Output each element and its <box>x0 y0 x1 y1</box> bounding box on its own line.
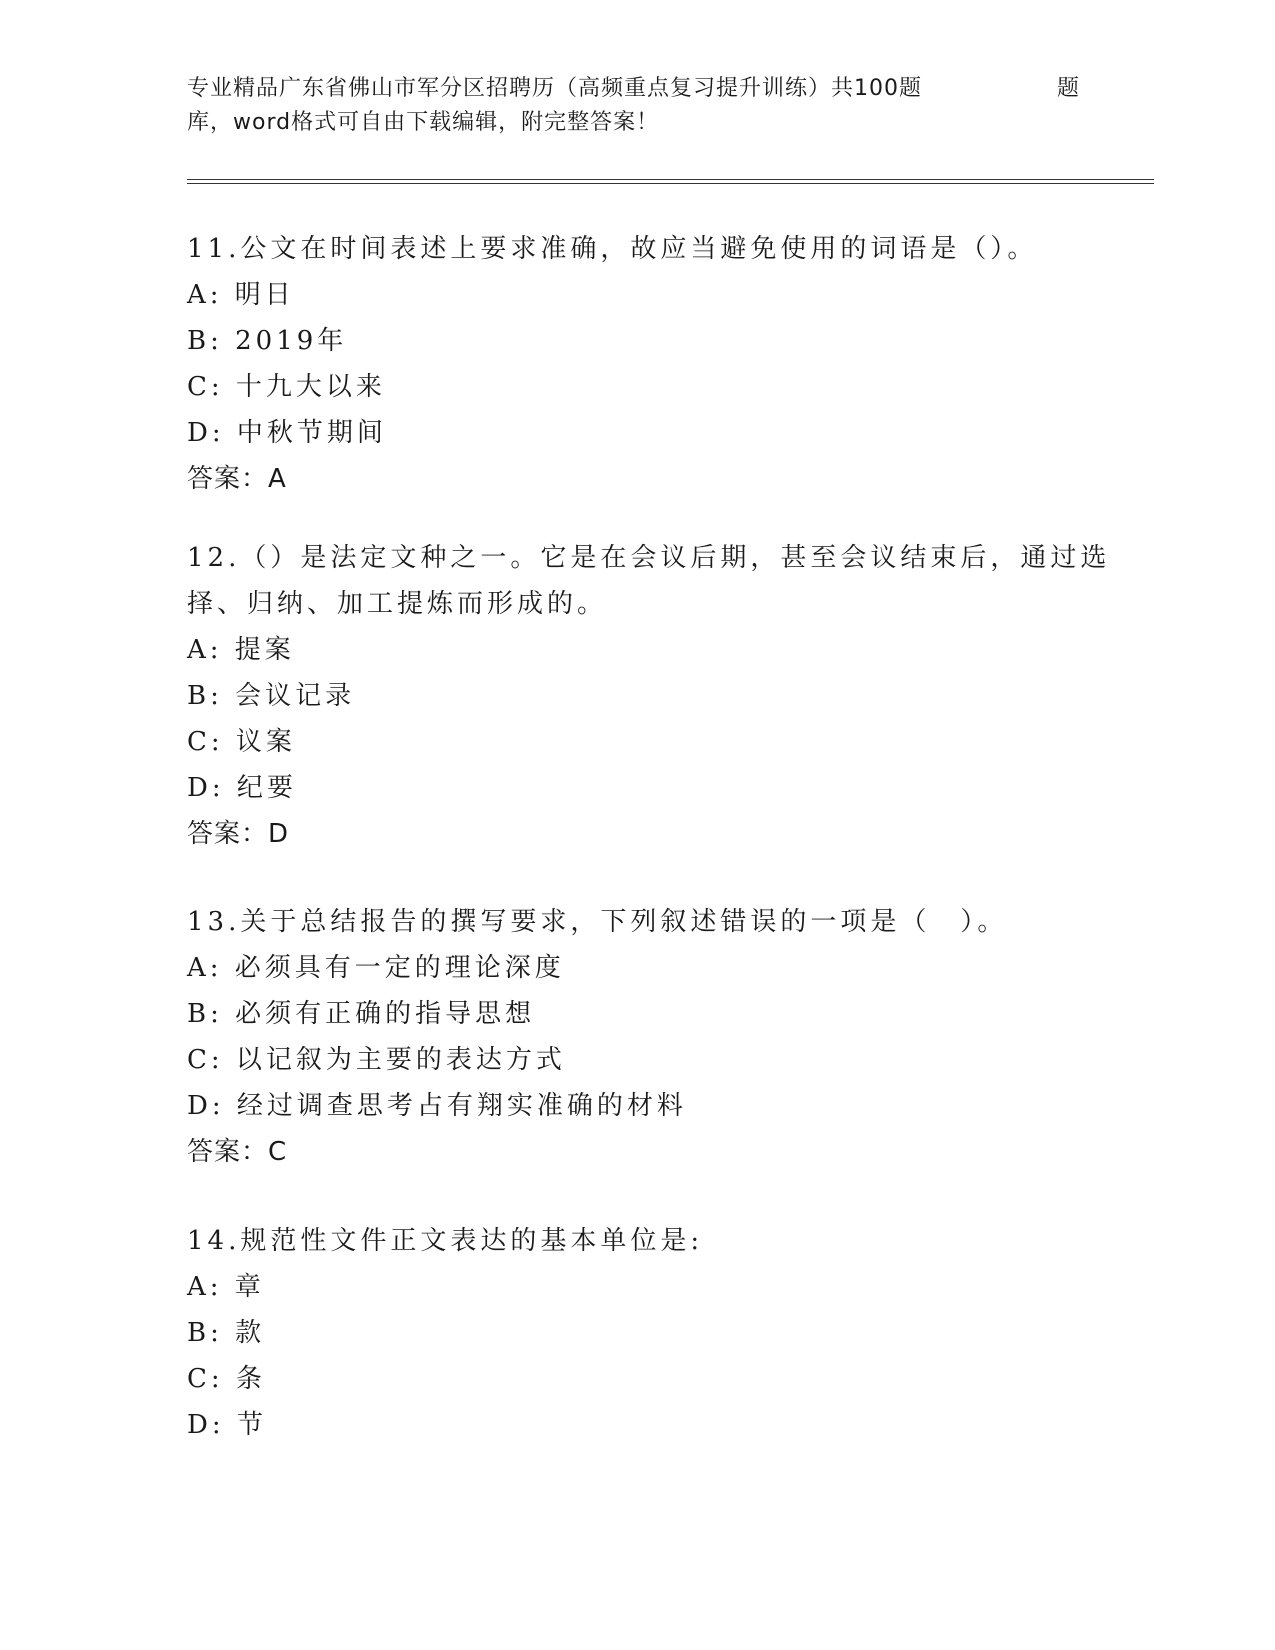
question-14 <box>187 1218 1087 1448</box>
question-stem: 13.关于总结报告的撰写要求，下列叙述错误的一项是（ ）。 <box>187 907 1008 937</box>
document-header <box>187 72 1087 140</box>
answer-line: 答案：A <box>187 464 287 494</box>
question-11 <box>187 226 1087 502</box>
option-a: A: 必须具有一定的理论深度 <box>187 953 565 983</box>
option-c: C: 以记叙为主要的表达方式 <box>187 1045 566 1075</box>
question-13 <box>187 899 1087 1175</box>
option-d: D: 节 <box>187 1410 267 1440</box>
option-d: D: 纪要 <box>187 773 297 803</box>
option-c: C: 议案 <box>187 727 296 757</box>
question-12 <box>187 535 1111 857</box>
option-a: A: 明日 <box>187 280 295 310</box>
option-d: D: 经过调查思考占有翔实准确的材料 <box>187 1091 687 1121</box>
option-c: C: 十九大以来 <box>187 372 386 402</box>
option-b: B: 必须有正确的指导思想 <box>187 999 536 1029</box>
option-a: A: 章 <box>187 1272 265 1302</box>
question-stem: 14.规范性文件正文表达的基本单位是: <box>187 1226 704 1256</box>
question-stem: 11.公文在时间表述上要求准确，故应当避免使用的词语是（）。 <box>187 234 1038 264</box>
header-title-tail: 题 <box>1057 76 1081 101</box>
option-b: B: 会议记录 <box>187 681 356 711</box>
question-stem-line-1: 12.（）是法定文种之一。它是在会议后期，甚至会议结束后，通过选 <box>187 543 1111 573</box>
header-line-2: 库，word格式可自由下载编辑，附完整答案！ <box>187 110 660 135</box>
header-title-text: 专业精品广东省佛山市军分区招聘历（高频重点复习提升训练）共100题 <box>187 76 922 101</box>
option-b: B: 款 <box>187 1318 266 1348</box>
answer-line: 答案：C <box>187 1137 288 1167</box>
option-a: A: 提案 <box>187 635 295 665</box>
question-stem-line-2: 择、归纳、加工提炼而形成的。 <box>187 589 608 619</box>
header-divider-top <box>187 179 1154 180</box>
answer-line: 答案：D <box>187 819 290 849</box>
option-d: D: 中秋节期间 <box>187 418 387 448</box>
header-divider-bottom <box>187 183 1154 184</box>
header-line-1 <box>187 72 1087 106</box>
option-b: B: 2019年 <box>187 326 348 356</box>
option-c: C: 条 <box>187 1364 266 1394</box>
